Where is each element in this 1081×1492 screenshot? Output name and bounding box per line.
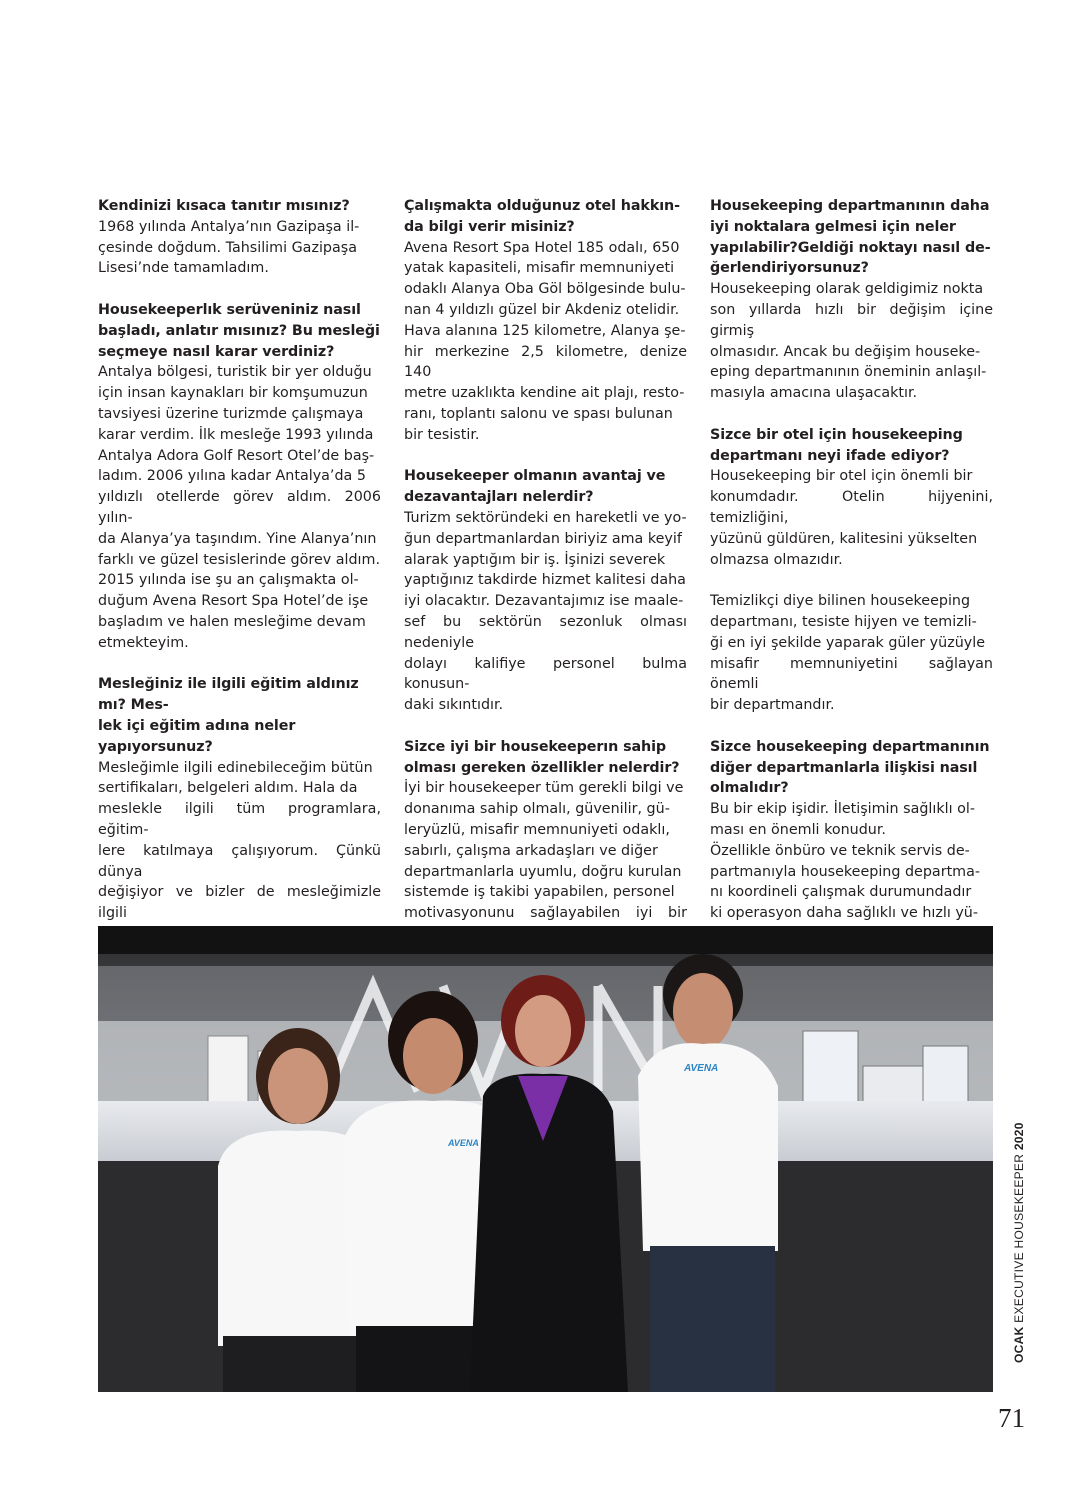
answer-line: ranı, toplantı salonu ve spası bulunan — [404, 405, 673, 422]
answer-line: leryüzlü, misafir memnuniyeti odaklı, — [404, 821, 670, 838]
answer-line: sabırlı, çalışma arkadaşları ve diğer — [404, 842, 658, 859]
qa-block — [710, 425, 993, 571]
question-line: da bilgi verir misiniz? — [404, 218, 575, 235]
page-number: 71 — [998, 1403, 1025, 1433]
qa-block — [98, 300, 381, 654]
answer-line: konumdadır. Otelin hijyenini, temizliğini, — [710, 489, 993, 526]
answer-line: daki sıkıntıdır. — [404, 697, 504, 714]
answer-text — [710, 799, 993, 945]
answer-line: değişiyor ve bizler de mesleğimizle ilgili — [98, 884, 381, 922]
answer-line: departmanı, tesiste hijyen ve temizli- — [710, 613, 977, 630]
answer-line: için insan kaynakları bir komşumuzun — [98, 385, 368, 402]
question-line: olması gereken özellikler nelerdir? — [404, 759, 680, 776]
answer-line: duğum Avena Resort Spa Hotel’de işe — [98, 593, 369, 610]
answer-line: motivasyonunu sağlayabilen iyi bir — [404, 905, 687, 922]
answer-text — [710, 279, 993, 404]
qa-block — [404, 466, 687, 716]
answer-line: metre uzaklıkta kendine ait plajı, resto- — [404, 385, 685, 402]
question-line: Housekeeper olmanın avantaj ve — [404, 468, 666, 485]
answer-line: meslekle ilgili tüm programlara, eğitim- — [98, 801, 381, 838]
qa-block — [710, 196, 993, 404]
answer-text — [710, 466, 993, 570]
article-column-2 — [404, 196, 687, 986]
answer-text — [404, 238, 687, 446]
answer-line: olmasıdır. Ancak bu değişim houseke- — [710, 343, 981, 360]
answer-line: karar verdim. İlk mesleğe 1993 yılında — [98, 426, 374, 443]
answer-line: sistemde iş takibi yapabilen, personel — [404, 884, 675, 901]
answer-line: 2015 yılında ise şu an çalışmakta ol- — [98, 572, 359, 589]
answer-line: nı koordineli çalışmak durumundadır — [710, 884, 972, 901]
answer-line: yatak kapasiteli, misafir memnuniyeti — [404, 260, 675, 277]
answer-line: da Alanya’ya taşındım. Yine Alanya’nın — [98, 530, 377, 547]
answer-line: etmekteyim. — [98, 634, 189, 651]
answer-line: yaptığınız takdirde hizmet kalitesi daha — [404, 572, 686, 589]
footer-year: 2020 — [1012, 1122, 1026, 1151]
question-line: Sizce iyi bir housekeeperın sahip — [404, 738, 667, 755]
answer-line: donanıma sahip olmalı, güvenilir, gü- — [404, 801, 670, 818]
question-heading — [404, 466, 687, 508]
question-line: dezavantajları nelerdir? — [404, 489, 594, 506]
answer-line: partmanıyla housekeeping departma- — [710, 863, 981, 880]
answer-line: Özellikle önbüro ve teknik servis de- — [710, 842, 970, 859]
answer-line: Mesleğimle ilgili edinebileceğim bütün — [98, 759, 373, 776]
question-line: Housekeeping departmanının daha — [710, 198, 990, 214]
question-line: departmanı neyi ifade ediyor? — [710, 447, 950, 464]
question-line: Sizce housekeeping departmanının — [710, 738, 990, 755]
answer-line: lere katılmaya çalışıyorum. Çünkü dünya — [98, 842, 381, 880]
answer-line: hir merkezine 2,5 kilometre, denize 140 — [404, 343, 687, 381]
answer-line: ması en önemli konudur. — [710, 821, 886, 838]
qa-block — [710, 737, 993, 945]
question-line: lek içi eğitim adına neler yapıyorsunuz? — [98, 717, 296, 755]
footer-month: OCAK — [1012, 1326, 1026, 1363]
answer-line: Hava alanına 125 kilometre, Alanya şe- — [404, 322, 686, 339]
answer-line: dolayı kalifiye personel bulma konusun- — [404, 655, 687, 693]
answer-line: son yıllarda hızlı bir değişim içine girmiş — [710, 301, 993, 339]
question-heading — [98, 196, 381, 217]
answer-text — [98, 362, 381, 653]
question-heading — [98, 674, 381, 757]
answer-line: alarak yaptığım bir iş. İşinizi severek — [404, 551, 666, 568]
answer-line: sef bu sektörün sezonluk olması nedeniyle — [404, 613, 687, 651]
answer-line: bir tesistir. — [404, 426, 480, 443]
answer-line: iyi olacaktır. Dezavantajımız ise maale- — [404, 593, 684, 610]
answer-line: masıyla amacına ulaşacaktır. — [710, 385, 918, 402]
answer-line: yıldızlı otellerde görev aldım. 2006 yılın- — [98, 489, 381, 526]
answer-line: farklı ve güzel tesislerinde görev aldım. — [98, 551, 381, 568]
answer-line: 1968 yılında Antalya’nın Gazipaşa il- — [98, 218, 360, 235]
article-column-3 — [710, 196, 993, 965]
shirt-logo-person-4: AVENA — [684, 1063, 719, 1074]
answer-line: Housekeeping bir otel için önemli bir — [710, 468, 973, 485]
answer-line: departmanlarla uyumlu, doğru kurulan — [404, 863, 682, 880]
answer-line: Turizm sektöründeki en hareketli ve yo- — [404, 509, 687, 526]
answer-line: Bu bir ekip işidir. İletişimin sağlıklı ol- — [710, 801, 976, 818]
answer-text — [710, 591, 993, 716]
question-heading — [710, 425, 993, 467]
answer-line: sertifikaları, belgeleri aldım. Hala da — [98, 780, 358, 797]
answer-line: İyi bir housekeeper tüm gerekli bilgi ve — [404, 780, 684, 797]
answer-line: odaklı Alanya Oba Göl bölgesinde bulu- — [404, 281, 686, 298]
question-line: Mesleğiniz ile ilgili eğitim aldınız mı? Mes- — [98, 676, 359, 714]
answer-line: misafir memnuniyetini sağlayan önemli — [710, 655, 993, 693]
qa-block — [404, 196, 687, 446]
question-heading — [404, 196, 687, 238]
answer-line: başladım ve halen mesleğime devam — [98, 613, 366, 630]
question-line: seçmeye nasıl karar verdiniz? — [98, 343, 335, 360]
question-line: Sizce bir otel için housekeeping — [710, 426, 963, 443]
qa-block — [98, 196, 381, 279]
question-line: Çalışmakta olduğunuz otel hakkın- — [404, 198, 680, 214]
answer-line: Avena Resort Spa Hotel 185 odalı, 650 — [404, 239, 680, 256]
answer-line: çesinde doğdum. Tahsilimi Gazipaşa — [98, 239, 357, 256]
question-line: Kendinizi kısaca tanıtır mısınız? — [98, 198, 350, 214]
answer-line: Lisesi’nde tamamladım. — [98, 260, 269, 277]
group-photo — [98, 926, 993, 1392]
answer-line: Antalya Adora Golf Resort Otel’de baş- — [98, 447, 375, 464]
answer-line: ğun departmanlardan biriyiz ama keyif — [404, 530, 682, 547]
answer-line: Temizlikçi diye bilinen housekeeping — [710, 593, 971, 610]
question-heading — [710, 196, 993, 279]
question-line: Housekeeperlık serüveniniz nasıl — [98, 301, 361, 318]
question-line: olmalıdır? — [710, 780, 789, 797]
answer-line: ladım. 2006 yılına kadar Antalya’da 5 — [98, 468, 366, 485]
question-line: yapılabilir?Geldiği noktayı nasıl de- — [710, 239, 991, 256]
shirt-logo-person-2: AVENA — [448, 1138, 479, 1148]
answer-line: nan 4 yıldızlı güzel bir Akdeniz otelidir. — [404, 301, 680, 318]
qa-block — [710, 591, 993, 716]
running-footer — [1010, 1122, 1028, 1363]
question-line: ğerlendiriyorsunuz? — [710, 260, 869, 277]
answer-line: eping departmanının öneminin anlaşıl- — [710, 364, 987, 381]
answer-line: ği en iyi şekilde yaparak güler yüzüyle — [710, 634, 985, 651]
answer-text — [98, 217, 381, 279]
group-photo-illustration — [98, 926, 993, 1392]
question-heading — [98, 300, 381, 362]
answer-line: Antalya bölgesi, turistik bir yer olduğu — [98, 364, 372, 381]
answer-line: tavsiyesi üzerine turizmde çalışmaya — [98, 405, 364, 422]
footer-magazine: EXECUTIVE HOUSEKEEPER — [1012, 1153, 1026, 1323]
answer-text — [404, 508, 687, 716]
question-heading — [404, 737, 687, 779]
question-line: başladı, anlatır mısınız? Bu mesleği — [98, 322, 380, 339]
answer-line: yüzünü güldüren, kalitesini yükselten — [710, 530, 978, 547]
question-line: iyi noktalara gelmesi için neler — [710, 218, 956, 235]
question-line: diğer departmanlarla ilişkisi nasıl — [710, 759, 978, 776]
answer-line: bir departmandır. — [710, 697, 835, 714]
question-heading — [710, 737, 993, 799]
answer-line: ki operasyon daha sağlıklı ve hızlı yü- — [710, 905, 979, 922]
answer-line: olmazsa olmazıdır. — [710, 551, 843, 568]
answer-line: Housekeeping olarak geldigimiz nokta — [710, 281, 984, 298]
